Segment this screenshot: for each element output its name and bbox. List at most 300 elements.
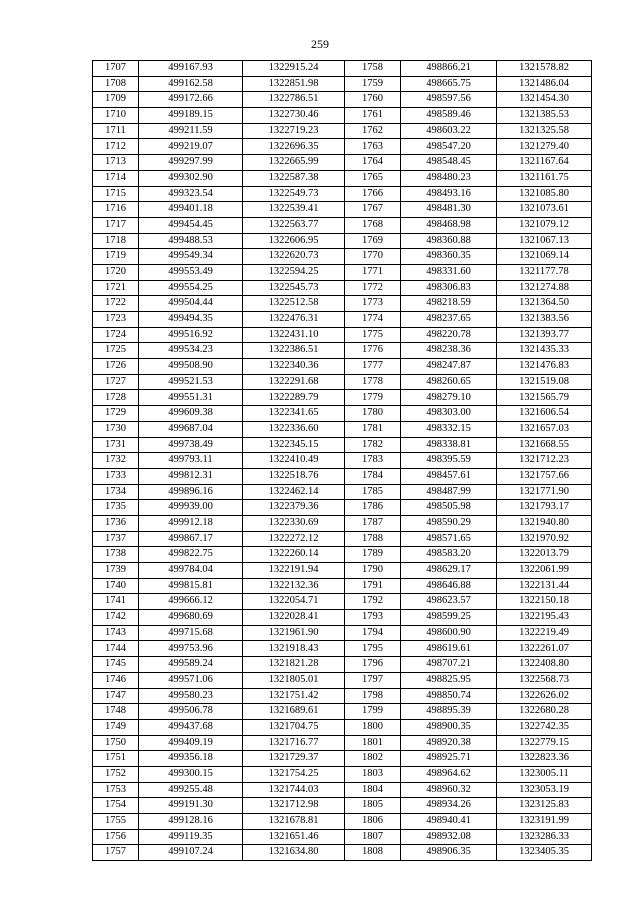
table-row: [345, 233, 592, 249]
point-number-cell: 1772: [345, 280, 401, 296]
y-coordinate-cell: 1321274.88: [497, 280, 592, 296]
table-row: [345, 594, 592, 610]
point-number-cell: 1740: [93, 578, 139, 594]
x-coordinate-cell: 498571.65: [401, 531, 497, 547]
point-number-cell: 1718: [93, 233, 139, 249]
x-coordinate-cell: 499128.16: [139, 814, 243, 830]
table-body-right: [345, 61, 592, 861]
x-coordinate-cell: 498306.83: [401, 280, 497, 296]
y-coordinate-cell: 1322061.99: [497, 563, 592, 579]
point-number-cell: 1711: [93, 123, 139, 139]
point-number-cell: 1784: [345, 468, 401, 484]
table-row: [345, 484, 592, 500]
coordinates-table-right: [344, 60, 592, 861]
x-coordinate-cell: 498597.56: [401, 92, 497, 108]
table-row: [93, 547, 345, 563]
x-coordinate-cell: 498360.88: [401, 233, 497, 249]
y-coordinate-cell: 1321565.79: [497, 390, 592, 406]
point-number-cell: 1755: [93, 814, 139, 830]
point-number-cell: 1733: [93, 468, 139, 484]
x-coordinate-cell: 499822.75: [139, 547, 243, 563]
point-number-cell: 1723: [93, 312, 139, 328]
x-coordinate-cell: 499323.54: [139, 186, 243, 202]
point-number-cell: 1796: [345, 657, 401, 673]
y-coordinate-cell: 1322851.98: [243, 76, 345, 92]
table-row: [93, 672, 345, 688]
y-coordinate-cell: 1323005.11: [497, 766, 592, 782]
point-number-cell: 1780: [345, 406, 401, 422]
y-coordinate-cell: 1322289.79: [243, 390, 345, 406]
x-coordinate-cell: 499504.44: [139, 296, 243, 312]
x-coordinate-cell: 499666.12: [139, 594, 243, 610]
point-number-cell: 1739: [93, 563, 139, 579]
table-row: [93, 814, 345, 830]
y-coordinate-cell: 1321712.23: [497, 453, 592, 469]
y-coordinate-cell: 1322476.31: [243, 312, 345, 328]
table-row: [345, 798, 592, 814]
point-number-cell: 1805: [345, 798, 401, 814]
y-coordinate-cell: 1322195.43: [497, 610, 592, 626]
x-coordinate-cell: 498590.29: [401, 515, 497, 531]
point-number-cell: 1738: [93, 547, 139, 563]
table-row: [345, 641, 592, 657]
table-row: [345, 829, 592, 845]
point-number-cell: 1791: [345, 578, 401, 594]
table-row: [345, 719, 592, 735]
y-coordinate-cell: 1321385.53: [497, 108, 592, 124]
x-coordinate-cell: 498589.46: [401, 108, 497, 124]
point-number-cell: 1760: [345, 92, 401, 108]
table-row: [345, 500, 592, 516]
y-coordinate-cell: 1321161.75: [497, 170, 592, 186]
x-coordinate-cell: 499571.06: [139, 672, 243, 688]
point-number-cell: 1779: [345, 390, 401, 406]
x-coordinate-cell: 498303.00: [401, 406, 497, 422]
x-coordinate-cell: 499454.45: [139, 217, 243, 233]
table-row: [93, 312, 345, 328]
x-coordinate-cell: 499738.49: [139, 437, 243, 453]
y-coordinate-cell: 1322330.69: [243, 515, 345, 531]
point-number-cell: 1729: [93, 406, 139, 422]
point-number-cell: 1768: [345, 217, 401, 233]
table-row: [345, 155, 592, 171]
y-coordinate-cell: 1321578.82: [497, 61, 592, 77]
table-row: [93, 123, 345, 139]
table-row: [345, 312, 592, 328]
point-number-cell: 1712: [93, 139, 139, 155]
y-coordinate-cell: 1321961.90: [243, 625, 345, 641]
table-row: [345, 531, 592, 547]
x-coordinate-cell: 499753.96: [139, 641, 243, 657]
table-row: [93, 108, 345, 124]
y-coordinate-cell: 1321279.40: [497, 139, 592, 155]
x-coordinate-cell: 498895.39: [401, 704, 497, 720]
table-row: [93, 61, 345, 77]
y-coordinate-cell: 1321651.46: [243, 829, 345, 845]
x-coordinate-cell: 499687.04: [139, 421, 243, 437]
x-coordinate-cell: 498247.87: [401, 359, 497, 375]
x-coordinate-cell: 499437.68: [139, 719, 243, 735]
y-coordinate-cell: 1321793.17: [497, 500, 592, 516]
y-coordinate-cell: 1321069.14: [497, 249, 592, 265]
table-row: [345, 296, 592, 312]
x-coordinate-cell: 498920.38: [401, 735, 497, 751]
y-coordinate-cell: 1321704.75: [243, 719, 345, 735]
point-number-cell: 1788: [345, 531, 401, 547]
y-coordinate-cell: 1321383.56: [497, 312, 592, 328]
point-number-cell: 1750: [93, 735, 139, 751]
table-row: [93, 359, 345, 375]
y-coordinate-cell: 1321435.33: [497, 343, 592, 359]
y-coordinate-cell: 1321486.04: [497, 76, 592, 92]
table-row: [93, 92, 345, 108]
point-number-cell: 1761: [345, 108, 401, 124]
point-number-cell: 1753: [93, 782, 139, 798]
y-coordinate-cell: 1321805.01: [243, 672, 345, 688]
table-row: [93, 484, 345, 500]
point-number-cell: 1799: [345, 704, 401, 720]
point-number-cell: 1773: [345, 296, 401, 312]
y-coordinate-cell: 1321940.80: [497, 515, 592, 531]
table-row: [345, 845, 592, 861]
x-coordinate-cell: 499219.07: [139, 139, 243, 155]
y-coordinate-cell: 1321970.92: [497, 531, 592, 547]
table-row: [93, 766, 345, 782]
y-coordinate-cell: 1321073.61: [497, 202, 592, 218]
x-coordinate-cell: 498619.61: [401, 641, 497, 657]
point-number-cell: 1746: [93, 672, 139, 688]
table-row: [345, 202, 592, 218]
point-number-cell: 1781: [345, 421, 401, 437]
table-row: [345, 217, 592, 233]
table-row: [93, 719, 345, 735]
y-coordinate-cell: 1321918.43: [243, 641, 345, 657]
x-coordinate-cell: 499167.93: [139, 61, 243, 77]
table-row: [93, 264, 345, 280]
y-coordinate-cell: 1322549.73: [243, 186, 345, 202]
table-row: [93, 202, 345, 218]
point-number-cell: 1764: [345, 155, 401, 171]
table-row: [93, 170, 345, 186]
x-coordinate-cell: 499297.99: [139, 155, 243, 171]
table-row: [345, 186, 592, 202]
y-coordinate-cell: 1322545.73: [243, 280, 345, 296]
table-row: [345, 280, 592, 296]
y-coordinate-cell: 1322742.35: [497, 719, 592, 735]
y-coordinate-cell: 1322786.51: [243, 92, 345, 108]
y-coordinate-cell: 1322915.24: [243, 61, 345, 77]
point-number-cell: 1742: [93, 610, 139, 626]
point-number-cell: 1728: [93, 390, 139, 406]
x-coordinate-cell: 498583.20: [401, 547, 497, 563]
table-row: [93, 155, 345, 171]
point-number-cell: 1801: [345, 735, 401, 751]
point-number-cell: 1774: [345, 312, 401, 328]
y-coordinate-cell: 1321085.80: [497, 186, 592, 202]
x-coordinate-cell: 498603.22: [401, 123, 497, 139]
x-coordinate-cell: 499172.66: [139, 92, 243, 108]
x-coordinate-cell: 498866.21: [401, 61, 497, 77]
x-coordinate-cell: 498487.99: [401, 484, 497, 500]
table-row: [93, 468, 345, 484]
point-number-cell: 1715: [93, 186, 139, 202]
x-coordinate-cell: 498395.59: [401, 453, 497, 469]
point-number-cell: 1763: [345, 139, 401, 155]
table-row: [93, 437, 345, 453]
table-row: [345, 390, 592, 406]
table-row: [345, 468, 592, 484]
x-coordinate-cell: 499211.59: [139, 123, 243, 139]
y-coordinate-cell: 1321454.30: [497, 92, 592, 108]
x-coordinate-cell: 499549.34: [139, 249, 243, 265]
table-row: [93, 782, 345, 798]
table-row: [345, 657, 592, 673]
x-coordinate-cell: 498505.98: [401, 500, 497, 516]
x-coordinate-cell: 499300.15: [139, 766, 243, 782]
x-coordinate-cell: 499715.68: [139, 625, 243, 641]
point-number-cell: 1804: [345, 782, 401, 798]
point-number-cell: 1709: [93, 92, 139, 108]
x-coordinate-cell: 499589.24: [139, 657, 243, 673]
point-number-cell: 1785: [345, 484, 401, 500]
x-coordinate-cell: 498825.95: [401, 672, 497, 688]
table-row: [345, 249, 592, 265]
y-coordinate-cell: 1322568.73: [497, 672, 592, 688]
point-number-cell: 1744: [93, 641, 139, 657]
y-coordinate-cell: 1322345.15: [243, 437, 345, 453]
table-row: [345, 610, 592, 626]
x-coordinate-cell: 498600.90: [401, 625, 497, 641]
x-coordinate-cell: 499553.49: [139, 264, 243, 280]
point-number-cell: 1748: [93, 704, 139, 720]
point-number-cell: 1762: [345, 123, 401, 139]
y-coordinate-cell: 1321606.54: [497, 406, 592, 422]
x-coordinate-cell: 498900.35: [401, 719, 497, 735]
y-coordinate-cell: 1322261.07: [497, 641, 592, 657]
x-coordinate-cell: 499302.90: [139, 170, 243, 186]
y-coordinate-cell: 1321689.61: [243, 704, 345, 720]
point-number-cell: 1783: [345, 453, 401, 469]
point-number-cell: 1790: [345, 563, 401, 579]
y-coordinate-cell: 1321754.25: [243, 766, 345, 782]
table-row: [93, 186, 345, 202]
x-coordinate-cell: 499516.92: [139, 327, 243, 343]
point-number-cell: 1747: [93, 688, 139, 704]
point-number-cell: 1745: [93, 657, 139, 673]
table-row: [345, 327, 592, 343]
y-coordinate-cell: 1322462.14: [243, 484, 345, 500]
x-coordinate-cell: 499508.90: [139, 359, 243, 375]
y-coordinate-cell: 1322410.49: [243, 453, 345, 469]
table-row: [93, 704, 345, 720]
table-row: [93, 249, 345, 265]
x-coordinate-cell: 499793.11: [139, 453, 243, 469]
table-row: [93, 343, 345, 359]
point-number-cell: 1722: [93, 296, 139, 312]
y-coordinate-cell: 1322219.49: [497, 625, 592, 641]
y-coordinate-cell: 1321634.80: [243, 845, 345, 861]
table-row: [93, 421, 345, 437]
x-coordinate-cell: 499189.15: [139, 108, 243, 124]
table-row: [345, 453, 592, 469]
table-row: [345, 735, 592, 751]
table-row: [93, 217, 345, 233]
x-coordinate-cell: 498260.65: [401, 374, 497, 390]
table-row: [345, 672, 592, 688]
table-row: [93, 453, 345, 469]
point-number-cell: 1787: [345, 515, 401, 531]
y-coordinate-cell: 1322563.77: [243, 217, 345, 233]
point-number-cell: 1771: [345, 264, 401, 280]
point-number-cell: 1724: [93, 327, 139, 343]
x-coordinate-cell: 498964.62: [401, 766, 497, 782]
x-coordinate-cell: 498457.61: [401, 468, 497, 484]
y-coordinate-cell: 1321079.12: [497, 217, 592, 233]
point-number-cell: 1737: [93, 531, 139, 547]
y-coordinate-cell: 1321476.83: [497, 359, 592, 375]
y-coordinate-cell: 1321325.58: [497, 123, 592, 139]
y-coordinate-cell: 1322431.10: [243, 327, 345, 343]
point-number-cell: 1802: [345, 751, 401, 767]
x-coordinate-cell: 499939.00: [139, 500, 243, 516]
y-coordinate-cell: 1322620.73: [243, 249, 345, 265]
table-row: [93, 657, 345, 673]
y-coordinate-cell: 1322191.94: [243, 563, 345, 579]
x-coordinate-cell: 498646.88: [401, 578, 497, 594]
table-row: [93, 139, 345, 155]
x-coordinate-cell: 498360.35: [401, 249, 497, 265]
table-row: [93, 233, 345, 249]
x-coordinate-cell: 498629.17: [401, 563, 497, 579]
table-row: [345, 688, 592, 704]
table-row: [345, 563, 592, 579]
x-coordinate-cell: 498493.16: [401, 186, 497, 202]
x-coordinate-cell: 498599.25: [401, 610, 497, 626]
x-coordinate-cell: 499409.19: [139, 735, 243, 751]
table-row: [345, 170, 592, 186]
y-coordinate-cell: 1322680.28: [497, 704, 592, 720]
x-coordinate-cell: 499488.53: [139, 233, 243, 249]
y-coordinate-cell: 1321177.78: [497, 264, 592, 280]
table-row: [345, 343, 592, 359]
x-coordinate-cell: 499191.30: [139, 798, 243, 814]
y-coordinate-cell: 1321519.08: [497, 374, 592, 390]
point-number-cell: 1807: [345, 829, 401, 845]
x-coordinate-cell: 498218.59: [401, 296, 497, 312]
point-number-cell: 1721: [93, 280, 139, 296]
table-row: [345, 406, 592, 422]
x-coordinate-cell: 499551.31: [139, 390, 243, 406]
table-row: [345, 123, 592, 139]
point-number-cell: 1713: [93, 155, 139, 171]
point-number-cell: 1720: [93, 264, 139, 280]
table-body-left: [93, 61, 345, 861]
table-row: [93, 625, 345, 641]
point-number-cell: 1752: [93, 766, 139, 782]
y-coordinate-cell: 1322696.35: [243, 139, 345, 155]
table-row: [345, 76, 592, 92]
y-coordinate-cell: 1322379.36: [243, 500, 345, 516]
y-coordinate-cell: 1321751.42: [243, 688, 345, 704]
table-row: [345, 515, 592, 531]
point-number-cell: 1757: [93, 845, 139, 861]
y-coordinate-cell: 1322594.25: [243, 264, 345, 280]
x-coordinate-cell: 499494.35: [139, 312, 243, 328]
x-coordinate-cell: 498332.15: [401, 421, 497, 437]
point-number-cell: 1758: [345, 61, 401, 77]
point-number-cell: 1741: [93, 594, 139, 610]
point-number-cell: 1734: [93, 484, 139, 500]
table-row: [345, 814, 592, 830]
x-coordinate-cell: 498481.30: [401, 202, 497, 218]
x-coordinate-cell: 498331.60: [401, 264, 497, 280]
point-number-cell: 1797: [345, 672, 401, 688]
x-coordinate-cell: 498237.65: [401, 312, 497, 328]
point-number-cell: 1707: [93, 61, 139, 77]
y-coordinate-cell: 1321712.98: [243, 798, 345, 814]
point-number-cell: 1759: [345, 76, 401, 92]
y-coordinate-cell: 1322779.15: [497, 735, 592, 751]
table-row: [93, 798, 345, 814]
x-coordinate-cell: 498960.32: [401, 782, 497, 798]
x-coordinate-cell: 498906.35: [401, 845, 497, 861]
point-number-cell: 1777: [345, 359, 401, 375]
x-coordinate-cell: 499896.16: [139, 484, 243, 500]
x-coordinate-cell: 498934.26: [401, 798, 497, 814]
table-row: [345, 108, 592, 124]
table-row: [345, 437, 592, 453]
point-number-cell: 1766: [345, 186, 401, 202]
y-coordinate-cell: 1321067.13: [497, 233, 592, 249]
y-coordinate-cell: 1322408.80: [497, 657, 592, 673]
x-coordinate-cell: 498547.20: [401, 139, 497, 155]
table-row: [93, 327, 345, 343]
table-row: [93, 829, 345, 845]
coordinates-table-left: [92, 60, 345, 861]
point-number-cell: 1732: [93, 453, 139, 469]
point-number-cell: 1800: [345, 719, 401, 735]
y-coordinate-cell: 1322665.99: [243, 155, 345, 171]
y-coordinate-cell: 1322131.44: [497, 578, 592, 594]
table-row: [93, 688, 345, 704]
y-coordinate-cell: 1322823.36: [497, 751, 592, 767]
x-coordinate-cell: 498925.71: [401, 751, 497, 767]
y-coordinate-cell: 1321729.37: [243, 751, 345, 767]
y-coordinate-cell: 1322606.95: [243, 233, 345, 249]
x-coordinate-cell: 498279.10: [401, 390, 497, 406]
point-number-cell: 1717: [93, 217, 139, 233]
point-number-cell: 1803: [345, 766, 401, 782]
x-coordinate-cell: 498707.21: [401, 657, 497, 673]
y-coordinate-cell: 1323405.35: [497, 845, 592, 861]
y-coordinate-cell: 1321668.55: [497, 437, 592, 453]
point-number-cell: 1726: [93, 359, 139, 375]
x-coordinate-cell: 499107.24: [139, 845, 243, 861]
point-number-cell: 1806: [345, 814, 401, 830]
point-number-cell: 1778: [345, 374, 401, 390]
x-coordinate-cell: 499680.69: [139, 610, 243, 626]
y-coordinate-cell: 1322539.41: [243, 202, 345, 218]
y-coordinate-cell: 1321744.03: [243, 782, 345, 798]
y-coordinate-cell: 1322336.60: [243, 421, 345, 437]
y-coordinate-cell: 1321657.03: [497, 421, 592, 437]
table-row: [345, 766, 592, 782]
point-number-cell: 1789: [345, 547, 401, 563]
point-number-cell: 1716: [93, 202, 139, 218]
table-row: [93, 406, 345, 422]
point-number-cell: 1725: [93, 343, 139, 359]
point-number-cell: 1714: [93, 170, 139, 186]
